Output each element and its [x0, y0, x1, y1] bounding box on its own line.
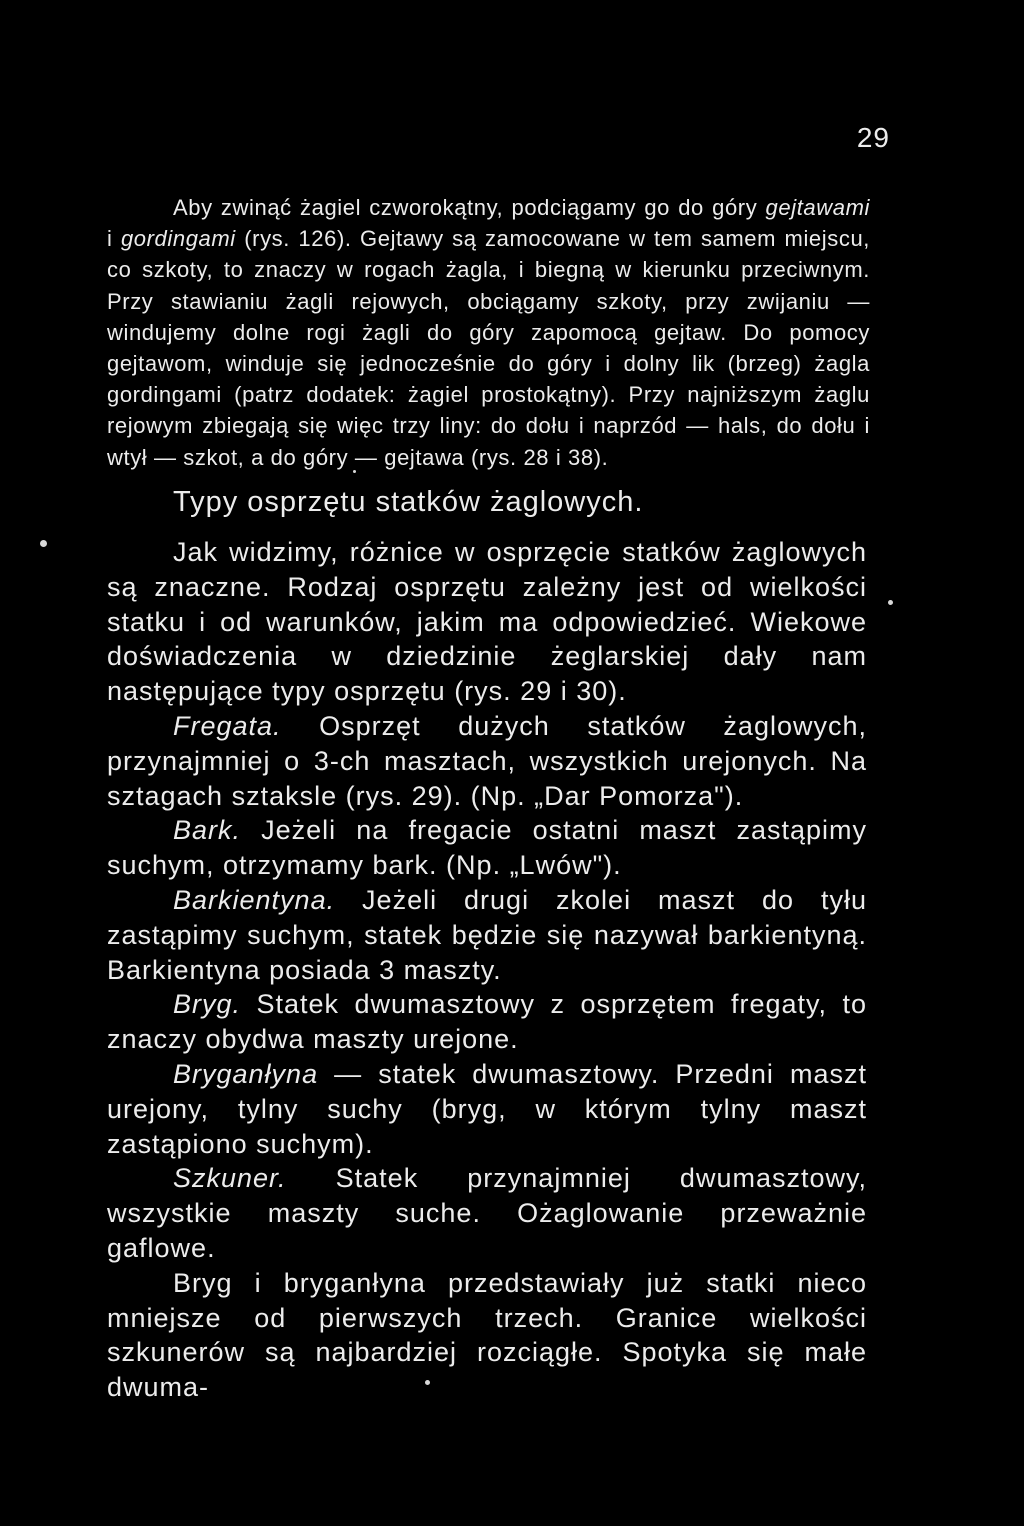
- intro-text-3: (rys. 126). Gejtawy są zamocowane w tem samem miejscu, co szkoty, to znaczy w rogach żagla, i biegną w kierunku przeciwnym. Przy stawianiu żagli rejowych, obciągamy szkoty, przy zwijaniu — windujemy dolne rogi żagli do góry zapomocą gejtaw. Do pomocy gejtawom, winduje się jednocześnie do góry i dolny lik (brzeg) żagla gordingami (patrz dodatek: żagiel prostokątny). Przy najniższym żaglu rejowym zbiegają się więc trzy liny: do dołu i naprzód — hals, do dołu i wtył — szkot, a do góry — gejtawa (rys. 28 i 38).: [107, 226, 870, 470]
- paragraph-bryg: [107, 987, 867, 1057]
- term-bark: Bark.: [173, 815, 242, 846]
- szkuner-text: Statek przynajmniej dwumasztowy, wszystkie maszty suche. Ożaglowanie przeważnie gaflowe.: [107, 1163, 867, 1263]
- speck-mid: [353, 470, 356, 473]
- term-gordingami: gordingami: [120, 226, 236, 252]
- term-bryg: Bryg.: [173, 989, 242, 1020]
- bryg-text: Statek dwumasztowy z osprzętem fregaty, to znaczy obydwa maszty urejone.: [107, 989, 867, 1055]
- intro-text-1: Aby zwinąć żagiel czworokątny, podciągamy go do góry: [173, 195, 766, 220]
- barkientyna-text: Jeżeli drugi zkolei maszt do tyłu zastąpimy suchym, statek będzie się nazywał barkientyną. Barkientyna posiada 3 maszty.: [107, 884, 867, 985]
- body-text: [107, 535, 867, 1405]
- term-gejtawami: gejtawami: [765, 195, 870, 220]
- intro-paragraph: [107, 192, 870, 473]
- paragraph-szkuner: [107, 1161, 867, 1265]
- speck-right: [888, 600, 893, 605]
- paragraph-intro: Jak widzimy, różnice w osprzęcie statków żaglowych są znaczne. Rodzaj osprzętu zależny jest od wielkości statku i od warunków, jakim ma odpowiedzieć. Wiekowe doświadczenia w dziedzinie żeglarskiej dały nam następujące typy osprzętu (rys. 29 i 30).: [107, 537, 867, 707]
- term-fregata: Fregata.: [173, 710, 282, 741]
- term-brygantyna: Bryganłyna: [173, 1058, 319, 1089]
- brygantyna-text: — statek dwumasztowy. Przedni maszt urejony, tylny suchy (bryg, w którym tylny maszt zastąpiono suchym).: [107, 1058, 867, 1159]
- speck-bottom: [425, 1380, 430, 1385]
- term-szkuner: Szkuner.: [173, 1163, 287, 1194]
- intro-text-2: i: [107, 226, 121, 252]
- fregata-text: Osprzęt dużych statków żaglowych, przynajmniej o 3-ch masztach, wszystkich urejonych. Na sztagach sztaksle (rys. 29). (Np. „Dar Pomorza").: [107, 710, 867, 811]
- bark-text: Jeżeli na fregacie ostatni maszt zastąpimy suchym, otrzymamy bark. (Np. „Lwów").: [107, 815, 867, 881]
- speck-left: [40, 540, 47, 547]
- paragraph-barkientyna: [107, 883, 867, 987]
- paragraph-brygantyna: [107, 1057, 867, 1161]
- paragraph-last: Bryg i bryganłyna przedstawiały już statki nieco mniejsze od pierwszych trzech. Granice wielkości szkunerów są najbardziej rozciągłe. Spotyka się małe dwuma-: [107, 1267, 867, 1403]
- section-heading: Typy osprzętu statków żaglowych.: [173, 486, 644, 518]
- term-barkientyna: Barkientyna.: [173, 884, 336, 915]
- paragraph-bark: [107, 813, 867, 883]
- page-number: 29: [856, 122, 890, 153]
- paragraph-fregata: [107, 709, 867, 813]
- intro-text: [107, 192, 870, 473]
